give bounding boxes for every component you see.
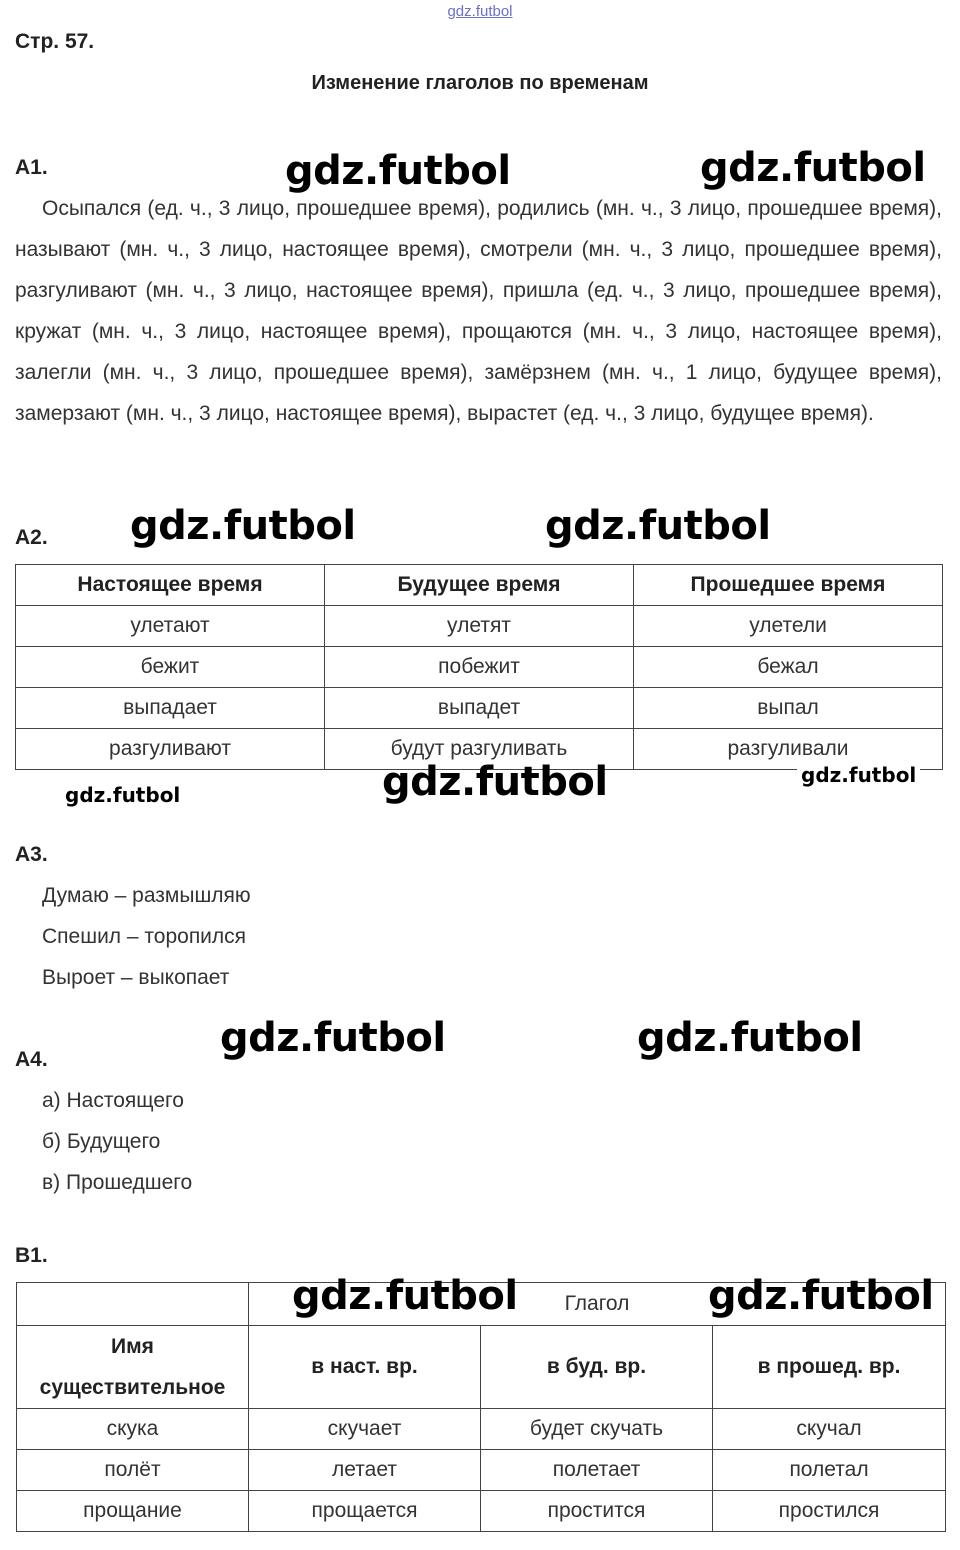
a4-line: б) Будущего [42,1130,161,1153]
table-cell: разгуливали [634,729,943,770]
table-cell: улетели [634,606,943,647]
table-cell: бежит [16,647,325,688]
table-row [16,606,943,647]
table-row [17,1409,946,1450]
table-cell: скука [17,1409,249,1450]
table-cell: полёт [17,1450,249,1491]
watermark: gdz.futbol [285,148,511,194]
header-cell: в прошед. вр. [713,1326,946,1409]
b1-label: В1. [15,1244,48,1267]
table-cell: простился [713,1491,946,1532]
table-cell: выпадет [325,688,634,729]
header-cell: в буд. вр. [481,1326,713,1409]
table-cell: разгуливают [16,729,325,770]
table-cell: выпадает [16,688,325,729]
header-cell: в наст. вр. [249,1326,481,1409]
table-header-row [16,565,943,606]
table-cell: полетал [713,1450,946,1491]
a4-line: в) Прошедшего [42,1171,193,1194]
watermark: gdz.futbol [382,759,608,805]
watermark: gdz.futbol [637,1015,863,1061]
a3-line: Думаю – размышляю [42,884,251,907]
empty-cell [17,1283,249,1326]
a4-label: А4. [15,1048,48,1071]
page-number: Стр. 57. [15,30,95,53]
a2-table [15,564,943,770]
table-row [17,1491,946,1532]
table-cell: простится [481,1491,713,1532]
table-cell: будет скучать [481,1409,713,1450]
a1-text: Осыпался (ед. ч., 3 лицо, прошедшее время), родились (мн. ч., 3 лицо, прошедшее время), называют (мн. ч., 3 лицо, настоящее время), смотрели (мн. ч., 3 лицо, прошедшее время), разгуливают (мн. ч., 3 лицо, настоящее время), пришла (ед. ч., 3 лицо, прошедшее время), кружат (мн. ч., 3 лицо, настоящее время), прощаются (мн. ч., 3 лицо, настоящее время), залегли (мн. ч., 3 лицо, прошедшее время), замёрзнем (мн. ч., 1 лицо, будущее время), замерзают (мн. ч., 3 лицо, настоящее время), вырастет (ед. ч., 3 лицо, будущее время). [15,197,942,425]
a3-line: Выроет – выкопает [42,966,230,989]
watermark: gdz.futbol [545,503,771,549]
table-cell: улетают [16,606,325,647]
watermark: gdz.futbol [292,1273,518,1319]
watermark: gdz.futbol [220,1015,446,1061]
page-title: Изменение глаголов по временам [311,72,649,94]
table-cell: летает [249,1450,481,1491]
table-row [16,647,943,688]
table-row [16,688,943,729]
table-cell: прощается [249,1491,481,1532]
a2-label: А2. [15,526,48,549]
watermark: gdz.futbol [65,783,181,807]
table-cell: улетят [325,606,634,647]
header-cell: Настоящее время [16,565,325,606]
table-cell: скучает [249,1409,481,1450]
top-watermark: gdz.futbol [447,3,513,20]
table-cell: выпал [634,688,943,729]
header-cell: Прошедшее время [634,565,943,606]
table-cell: побежит [325,647,634,688]
a3-line: Спешил – торопился [42,925,247,948]
a1-label: А1. [15,156,48,179]
a3-label: А3. [15,843,48,866]
watermark: gdz.futbol [700,145,926,191]
b1-table [16,1282,946,1532]
table-header-row [17,1326,946,1409]
table-cell: бежал [634,647,943,688]
table-cell: полетает [481,1450,713,1491]
a4-line: а) Настоящего [42,1089,184,1112]
noun-header-cell: Имя существительное [17,1326,249,1409]
table-cell: прощание [17,1491,249,1532]
table-cell: скучал [713,1409,946,1450]
header-cell: Будущее время [325,565,634,606]
watermark: gdz.futbol [708,1273,934,1319]
table-cell: будут разгуливать [325,729,634,770]
table-row [17,1450,946,1491]
watermark: gdz.futbol [130,503,356,549]
group-header-cell: Глагол [249,1283,946,1326]
watermark: gdz.futbol [797,763,920,787]
